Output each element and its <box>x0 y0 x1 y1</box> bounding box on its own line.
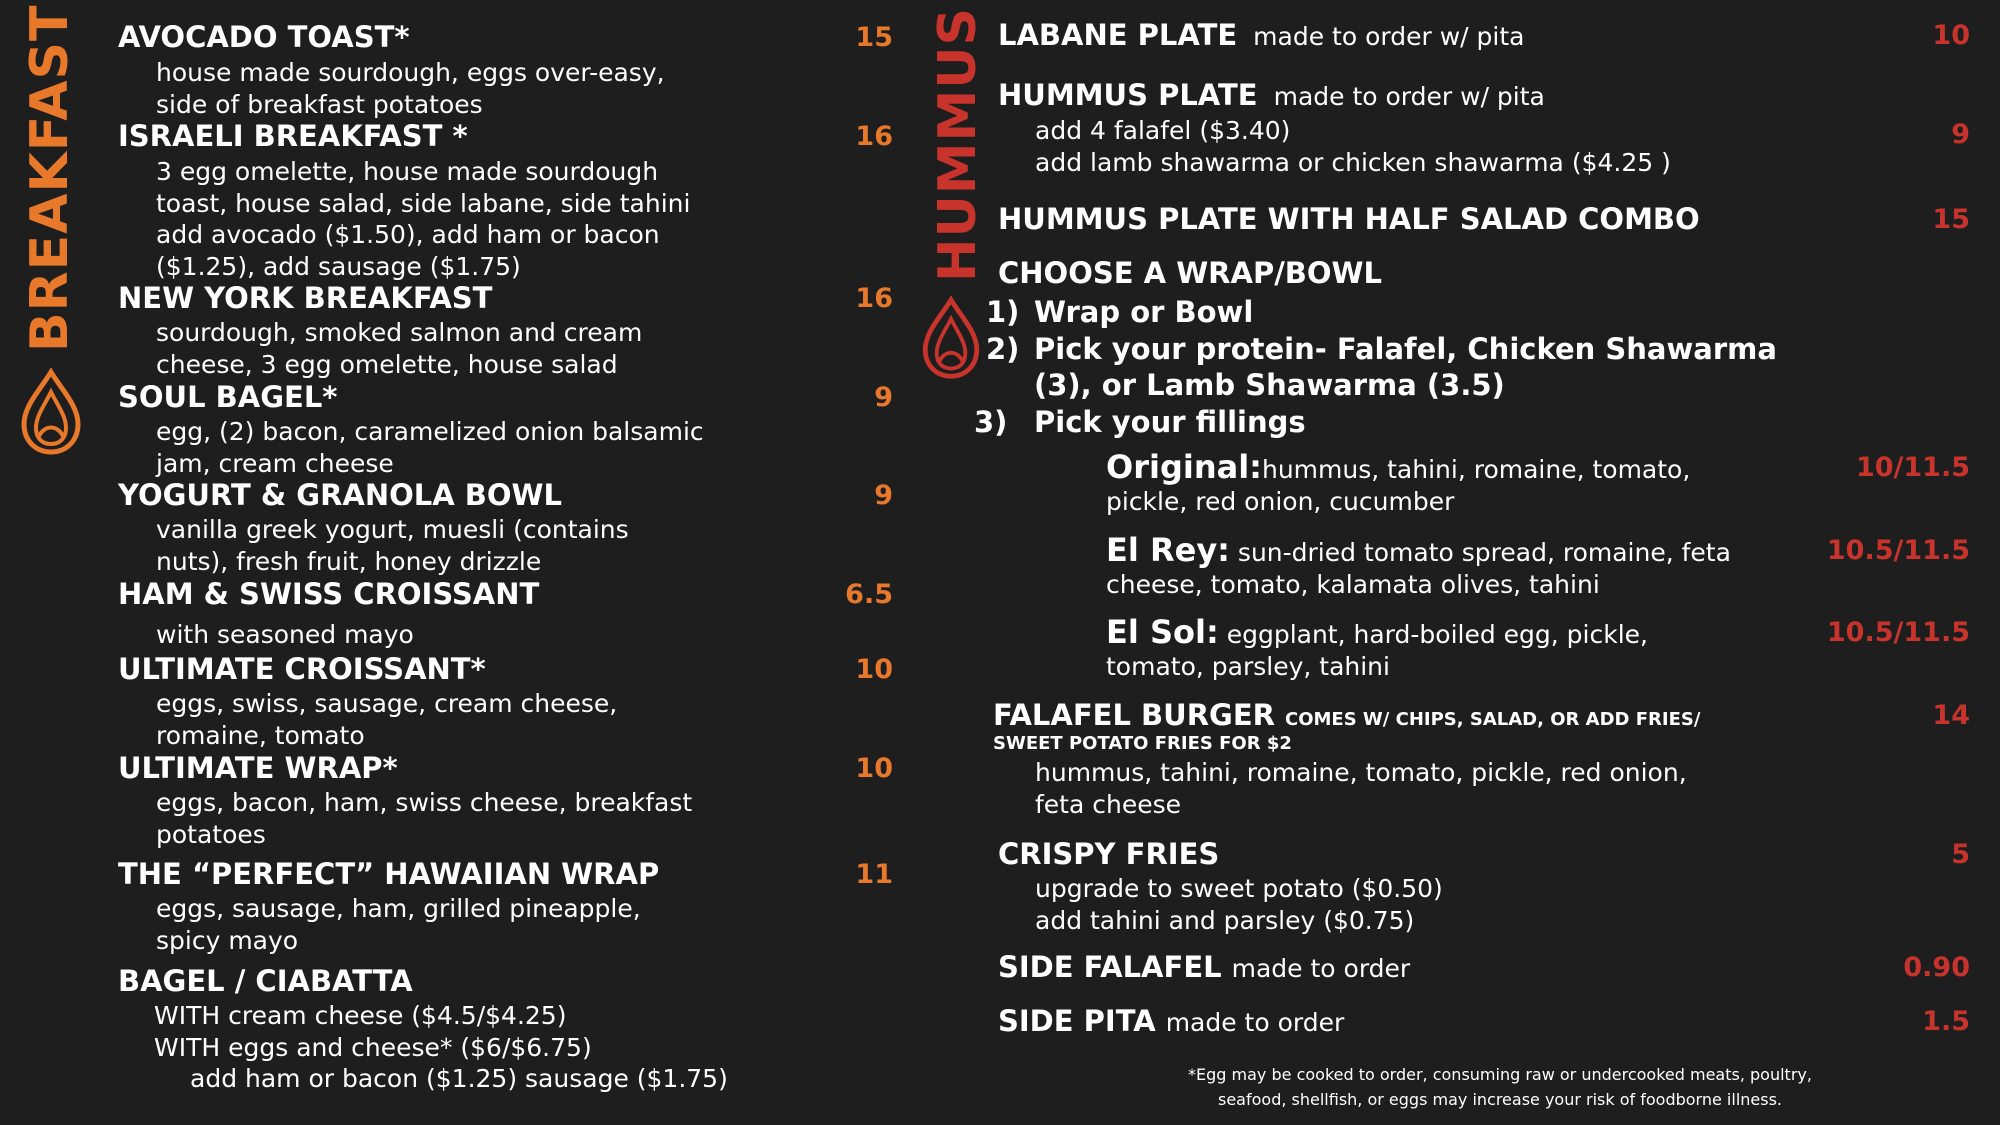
menu-item-price: 10 <box>855 654 893 685</box>
menu-item-desc: eggs, sausage, ham, grilled pineapple, spicy mayo <box>156 894 641 955</box>
hummus-plate-price: 9 <box>1951 119 1970 150</box>
menu-item-price: 11 <box>855 859 893 890</box>
menu-item-desc: with seasoned mayo <box>156 620 414 649</box>
hummus-plate-desc: add 4 falafel ($3.40) add lamb shawarma or chicken shawarma ($4.25 ) <box>1035 116 1671 177</box>
hummus-combo-price: 15 <box>1932 204 1970 235</box>
labane-plate-price: 10 <box>1932 20 1970 51</box>
menu-item-title: HAM & SWISS CROISSANT <box>118 577 540 611</box>
menu-item-desc: 3 egg omelette, house made sourdough toast, house salad, side labane, side tahini add avocado ($1.50), add ham or bacon ($1.25), add sausage ($1.75) <box>156 157 691 281</box>
menu-item-title: ULTIMATE WRAP* <box>118 751 398 785</box>
menu-item-title: THE “PERFECT” HAWAIIAN WRAP <box>118 857 660 891</box>
hummus-combo-title: HUMMUS PLATE WITH HALF SALAD COMBO <box>998 202 1700 236</box>
wrap-bowl-title: CHOOSE A WRAP/BOWL <box>998 256 1383 290</box>
menu-item-title: BAGEL / CIABATTA <box>118 964 413 998</box>
filling-el-rey-price: 10.5/11.5 <box>1826 535 1970 566</box>
falafel-burger-desc: hummus, tahini, romaine, tomato, pickle, red onion, feta cheese <box>1035 758 1687 819</box>
hummus-plate-title: HUMMUS PLATE made to order w/ pita <box>998 78 1545 112</box>
side-falafel-title: SIDE FALAFEL made to order <box>998 950 1411 984</box>
logo-flame-red-icon <box>920 296 982 380</box>
filling-el-rey: El Rey: sun-dried tomato spread, romaine, feta cheese, tomato, kalamata olives, tahini <box>1106 531 1731 599</box>
crispy-fries-price: 5 <box>1951 839 1970 870</box>
side-pita-title: SIDE PITA made to order <box>998 1004 1345 1038</box>
falafel-burger-price: 14 <box>1932 700 1970 731</box>
disclaimer: *Egg may be cooked to order, consuming raw or undercooked meats, poultry, seafood, shellfish, or eggs may increase your risk of foodborne illness. <box>1188 1065 1812 1109</box>
menu-item-title: NEW YORK BREAKFAST <box>118 281 493 315</box>
crispy-fries-title: CRISPY FRIES <box>998 837 1220 871</box>
filling-original-price: 10/11.5 <box>1855 452 1970 483</box>
menu-item-price: 16 <box>855 121 893 152</box>
menu-item-desc: eggs, bacon, ham, swiss cheese, breakfast potatoes <box>156 788 693 849</box>
menu-item-title: AVOCADO TOAST* <box>118 20 410 54</box>
menu-item-desc: vanilla greek yogurt, muesli (contains nuts), fresh fruit, honey drizzle <box>156 515 629 576</box>
filling-el-sol-price: 10.5/11.5 <box>1826 617 1970 648</box>
crispy-fries-desc: upgrade to sweet potato ($0.50) add tahini and parsley ($0.75) <box>1035 874 1443 935</box>
breakfast-heading: BREAKFAST <box>20 4 80 352</box>
side-falafel-price: 0.90 <box>1903 952 1970 983</box>
menu-item-desc: eggs, swiss, sausage, cream cheese, romaine, tomato <box>156 689 618 750</box>
menu-item-desc: sourdough, smoked salmon and cream cheese, 3 egg omelette, house salad <box>156 318 643 379</box>
labane-plate-title: LABANE PLATE made to order w/ pita <box>998 18 1525 52</box>
menu-item-title: ISRAELI BREAKFAST * <box>118 119 468 153</box>
menu-item-desc: house made sourdough, eggs over-easy, side of breakfast potatoes <box>156 58 665 119</box>
menu-item-price: 9 <box>874 480 893 511</box>
menu-item-title: SOUL BAGEL* <box>118 380 338 414</box>
menu-item-desc: WITH cream cheese ($4.5/$4.25) WITH eggs and cheese* ($6/$6.75) add ham or bacon ($1.25) sausage ($1.75) <box>154 1001 728 1093</box>
hummus-heading: HUMMUS <box>928 7 988 282</box>
menu-item-title: YOGURT & GRANOLA BOWL <box>118 478 563 512</box>
side-pita-price: 1.5 <box>1922 1006 1970 1037</box>
menu-item-price: 6.5 <box>845 579 893 610</box>
logo-flame-orange-icon <box>20 368 82 456</box>
menu-item-title: ULTIMATE CROISSANT* <box>118 652 486 686</box>
menu-item-price: 16 <box>855 283 893 314</box>
wrap-steps: 1) Wrap or Bowl 2) Pick your protein- Falafel, Chicken Shawarma (3), or Lamb Shawarma (3.5) 3) Pick your fillings <box>974 295 1777 439</box>
menu-item-price: 9 <box>874 382 893 413</box>
menu-item-desc: egg, (2) bacon, caramelized onion balsamic jam, cream cheese <box>156 417 704 478</box>
menu-item-price: 15 <box>855 22 893 53</box>
falafel-burger-note: SWEET POTATO FRIES FOR $2 <box>993 733 1292 754</box>
filling-el-sol: El Sol: eggplant, hard-boiled egg, pickle, tomato, parsley, tahini <box>1106 613 1648 681</box>
falafel-burger-title: FALAFEL BURGER COMES W/ CHIPS, SALAD, OR ADD FRIES/ <box>993 698 1701 732</box>
menu-item-price: 10 <box>855 753 893 784</box>
filling-original: Original:hummus, tahini, romaine, tomato, pickle, red onion, cucumber <box>1106 448 1691 516</box>
